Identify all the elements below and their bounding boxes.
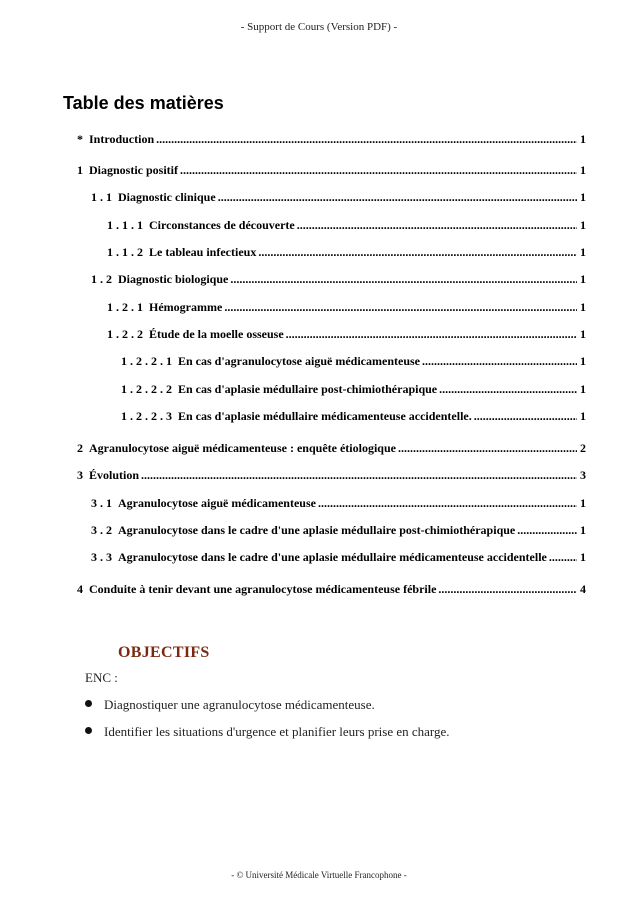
toc-entry-number: 1 . 1 . 1	[107, 218, 143, 232]
page-footer: - © Université Médicale Virtuelle Francophone -	[231, 870, 407, 880]
toc-leader-dots	[156, 132, 577, 147]
toc-entry-label: Le tableau infectieux	[149, 245, 257, 259]
toc-entry-page: 1	[580, 409, 586, 423]
toc-entry-number: 1 . 2 . 1	[107, 300, 143, 314]
toc-entry-diagnostic-clinique[interactable]	[91, 190, 586, 205]
toc-entry-circonstances[interactable]	[107, 218, 586, 233]
toc-entry-moelle-osseuse[interactable]	[107, 327, 586, 342]
toc-entry-page: 1	[580, 354, 586, 368]
toc-entry-page: 1	[580, 300, 586, 314]
toc-entry-evolution-accidentelle[interactable]	[91, 550, 586, 565]
toc-entry-label: Agranulocytose dans le cadre d'une aplasie médullaire médicamenteuse accidentelle	[118, 550, 547, 564]
toc-entry-page: 1	[580, 132, 586, 146]
toc-entry-label: Circonstances de découverte	[149, 218, 295, 232]
toc-entry-label: En cas d'aplasie médullaire post-chimiothérapique	[178, 382, 438, 396]
toc-leader-dots	[549, 550, 577, 565]
toc-entry-label: Étude de la moelle osseuse	[149, 327, 284, 341]
objectives-list	[85, 697, 450, 751]
toc-entry-label: Évolution	[89, 468, 140, 482]
toc-entry-page: 1	[580, 327, 586, 341]
toc-entry-hemogramme[interactable]	[107, 300, 586, 315]
toc-title: Table des matières	[63, 93, 224, 113]
toc-entry-page: 1	[580, 382, 586, 396]
toc-entry-evolution[interactable]	[77, 468, 586, 483]
toc-entry-page: 1	[580, 550, 586, 564]
list-item	[85, 697, 450, 724]
list-item	[85, 724, 450, 751]
page-header: - Support de Cours (Version PDF) -	[240, 21, 398, 33]
toc-entry-enquete-etiologique[interactable]	[77, 441, 586, 456]
toc-entry-diagnostic-positif[interactable]	[77, 163, 586, 178]
objective-text: Identifier les situations d'urgence et planifier leurs prise en charge.	[104, 724, 450, 739]
enc-label: ENC :	[85, 670, 118, 685]
toc-entry-page: 1	[580, 163, 586, 177]
bullet-icon	[85, 727, 92, 734]
toc-entry-number: 2	[77, 441, 83, 455]
toc-leader-dots	[474, 409, 577, 424]
toc-entry-number: 1 . 1 . 2	[107, 245, 143, 259]
toc-entry-diagnostic-biologique[interactable]	[91, 272, 586, 287]
toc-entry-conduite-a-tenir[interactable]	[77, 582, 586, 597]
toc-entry-page: 1	[580, 496, 586, 510]
toc-entry-number: 1 . 2 . 2 . 2	[121, 382, 172, 396]
toc-leader-dots	[422, 354, 577, 369]
toc-entry-page: 1	[580, 272, 586, 286]
toc-entry-number: 3	[77, 468, 83, 482]
toc-entry-aplasie-post-chimio[interactable]	[121, 382, 586, 397]
toc-entry-label: Agranulocytose aiguë médicamenteuse	[118, 496, 316, 510]
toc-entry-page: 1	[580, 523, 586, 537]
toc-entry-page: 4	[580, 582, 586, 596]
toc-entry-label: Agranulocytose dans le cadre d'une aplasie médullaire post-chimiothérapique	[118, 523, 516, 537]
toc-leader-dots	[218, 190, 577, 205]
objective-text: Diagnostiquer une agranulocytose médicamenteuse.	[104, 697, 375, 712]
toc-entry-page: 1	[580, 218, 586, 232]
toc-entry-label: Diagnostic clinique	[118, 190, 216, 204]
toc-leader-dots	[439, 382, 577, 397]
toc-entry-number: 3 . 2	[91, 523, 112, 537]
toc-entry-page: 1	[580, 190, 586, 204]
toc-entry-agranulocytose-aigue[interactable]	[121, 354, 586, 369]
toc-leader-dots	[258, 245, 577, 260]
toc-entry-label: En cas d'agranulocytose aiguë médicamenteuse	[178, 354, 420, 368]
toc-entry-label: Agranulocytose aiguë médicamenteuse : enquête étiologique	[89, 441, 396, 455]
toc-entry-label: Diagnostic positif	[89, 163, 179, 177]
toc-leader-dots	[297, 218, 577, 233]
toc-entry-number: 3 . 3	[91, 550, 112, 564]
toc-entry-evolution-agranulocytose[interactable]	[91, 496, 586, 511]
toc-entry-page: 3	[580, 468, 586, 482]
toc-leader-dots	[517, 523, 577, 538]
toc-entry-page: 1	[580, 245, 586, 259]
toc-leader-dots	[141, 468, 577, 483]
toc-entry-number: 1	[77, 163, 83, 177]
toc-leader-dots	[286, 327, 577, 342]
toc-entry-number: 4	[77, 582, 83, 596]
toc-leader-dots	[438, 582, 577, 597]
toc-leader-dots	[318, 496, 577, 511]
toc-entry-tableau-infectieux[interactable]	[107, 245, 586, 260]
toc-leader-dots	[398, 441, 577, 456]
toc-entry-number: *	[77, 132, 83, 146]
toc-leader-dots	[180, 163, 577, 178]
toc-entry-number: 1 . 1	[91, 190, 112, 204]
toc-entry-evolution-post-chimio[interactable]	[91, 523, 586, 538]
toc-entry-label: Introduction	[89, 132, 155, 146]
toc-entry-number: 1 . 2	[91, 272, 112, 286]
toc-entry-label: Diagnostic biologique	[118, 272, 229, 286]
toc-entry-label: Hémogramme	[149, 300, 223, 314]
toc-entry-label: Conduite à tenir devant une agranulocytose médicamenteuse fébrile	[89, 582, 437, 596]
toc-entry-page: 2	[580, 441, 586, 455]
toc-entry-number: 1 . 2 . 2 . 1	[121, 354, 172, 368]
toc-leader-dots	[224, 300, 577, 315]
toc-entry-label: En cas d'aplasie médullaire médicamenteuse accidentelle.	[178, 409, 472, 423]
objectifs-title: OBJECTIFS	[118, 644, 210, 661]
toc-entry-number: 1 . 2 . 2 . 3	[121, 409, 172, 423]
toc-entry-number: 3 . 1	[91, 496, 112, 510]
toc-entry-number: 1 . 2 . 2	[107, 327, 143, 341]
toc-entry-aplasie-accidentelle[interactable]	[121, 409, 586, 424]
toc-entry-introduction[interactable]	[77, 132, 586, 147]
bullet-icon	[85, 700, 92, 707]
toc-leader-dots	[230, 272, 577, 287]
